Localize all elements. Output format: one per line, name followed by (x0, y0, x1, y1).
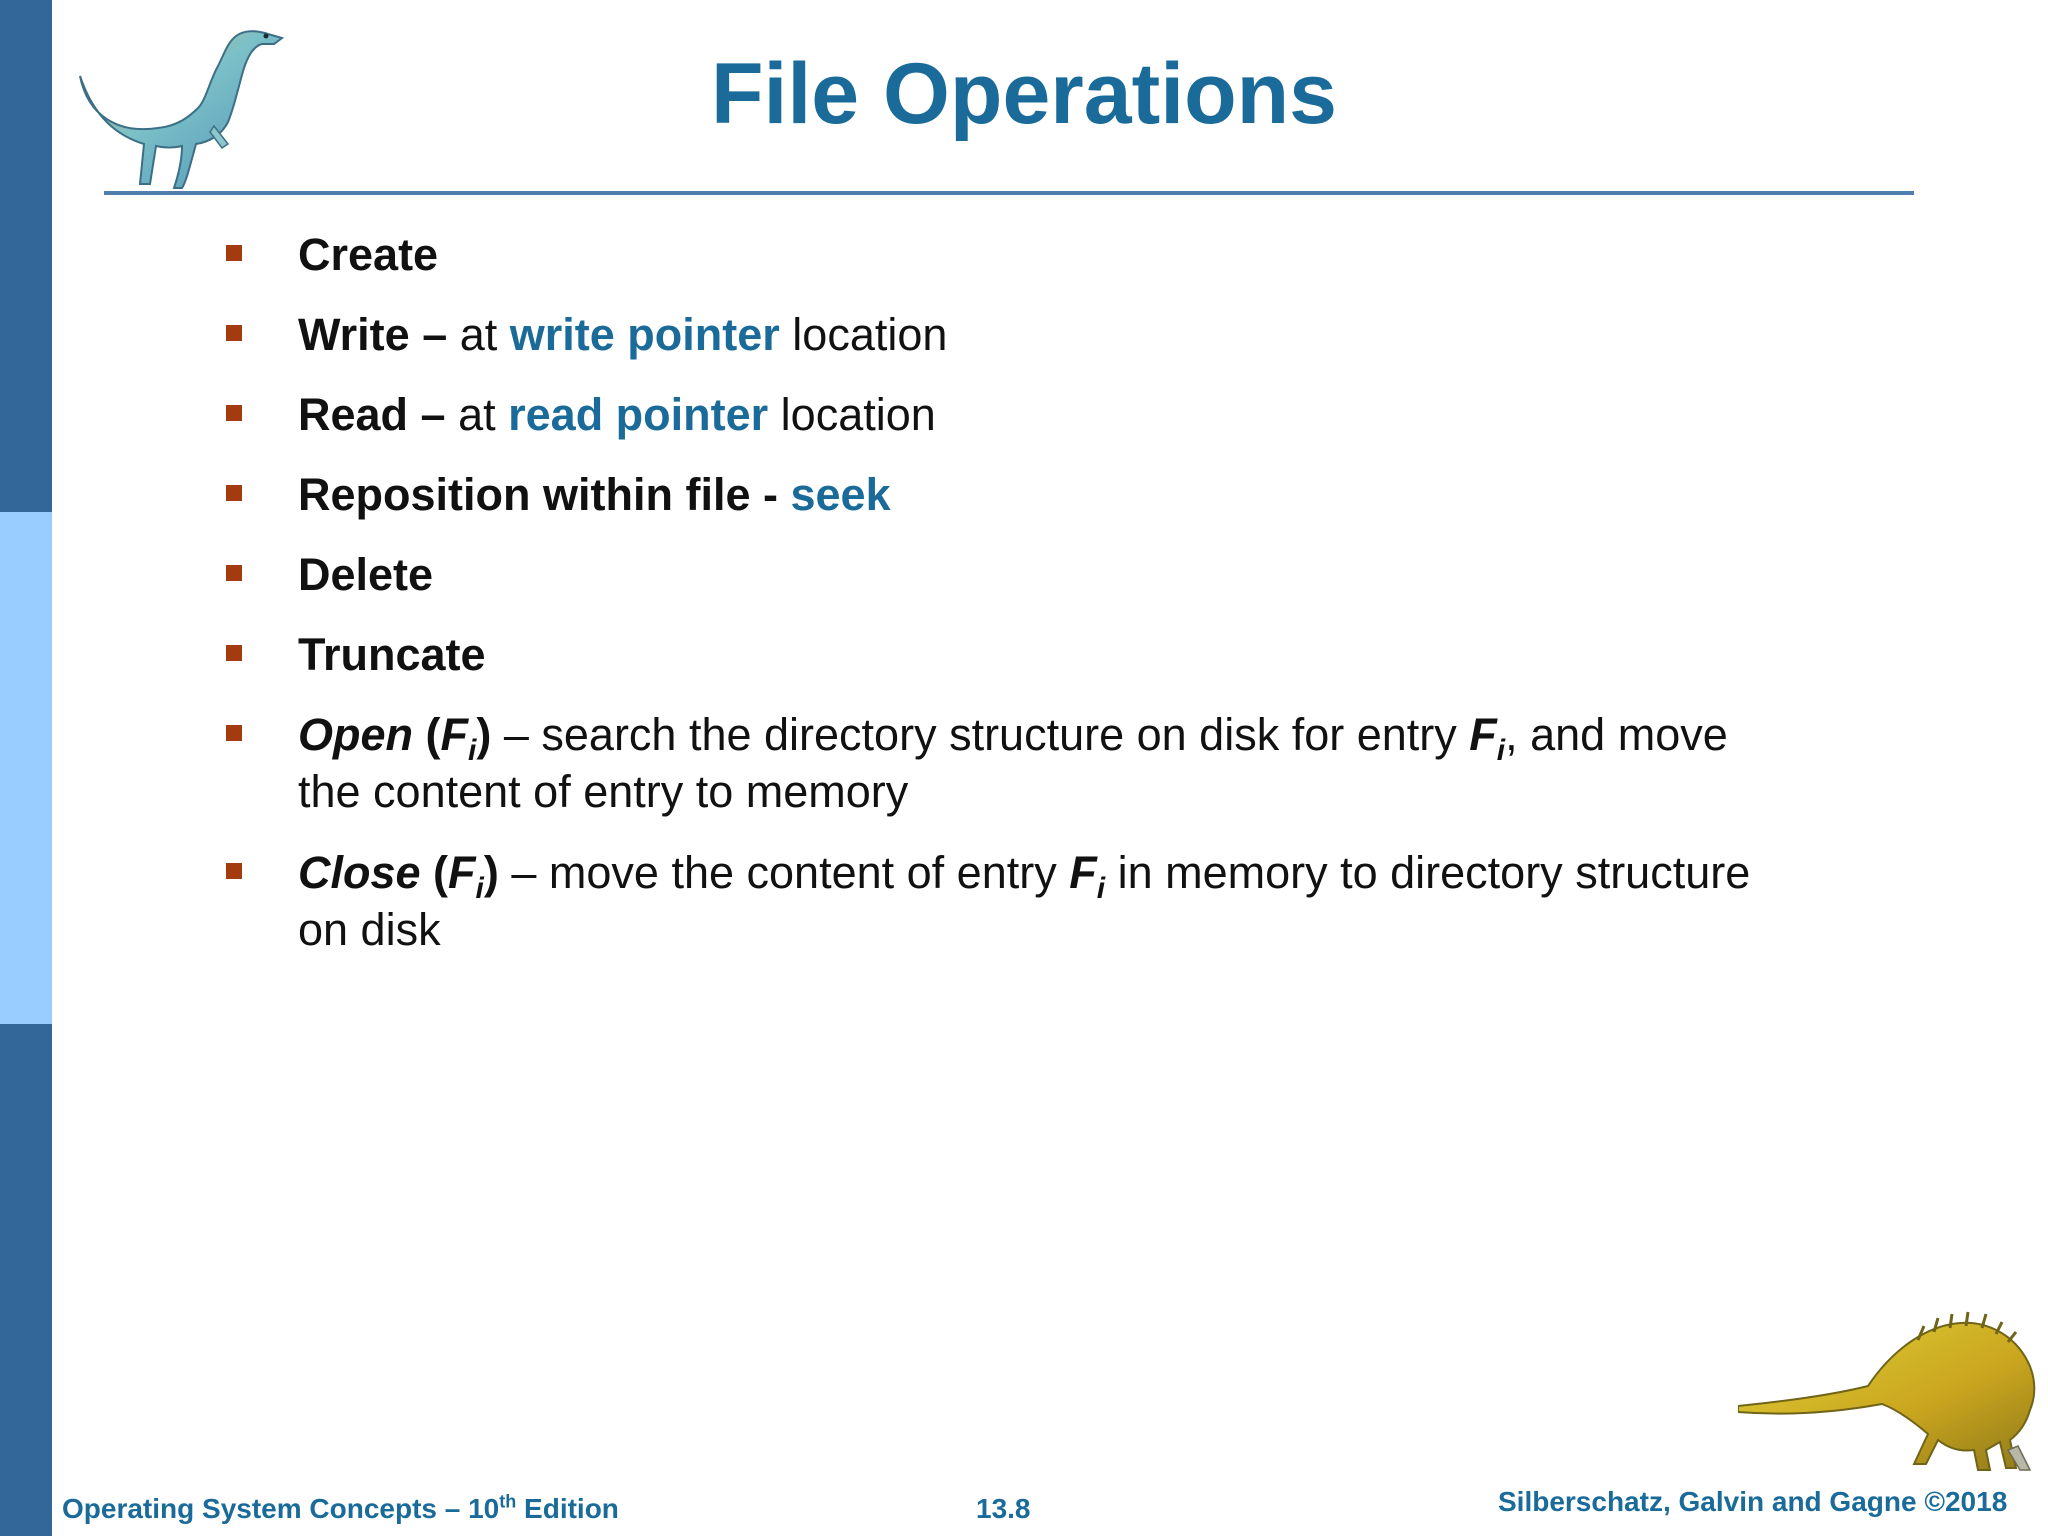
bullet-text: Write – (298, 309, 460, 360)
bullet-text: Read – (298, 389, 459, 440)
bullet-text: i (475, 872, 484, 905)
bullet-item (298, 546, 1758, 603)
bullet-text: at (458, 389, 509, 440)
footer-book-suffix: Edition (516, 1493, 619, 1524)
bullet-item (298, 386, 1758, 443)
slide-title: File Operations (710, 46, 1338, 142)
bullet-text: F (1469, 709, 1497, 760)
bullet-text: location (768, 389, 936, 440)
bullet-text: – search the directory structure on disk for entry (491, 709, 1470, 760)
bullet-marker (226, 725, 242, 741)
bullet-text: read pointer (508, 389, 769, 440)
bullet-text: Truncate (298, 629, 486, 680)
bullet-text: F (1069, 847, 1097, 898)
bullet-text: i (468, 734, 477, 767)
bullet-text: Open (298, 709, 414, 760)
bullet-text: F (448, 847, 476, 898)
bullet-text: i (1496, 734, 1506, 767)
bullet-marker (226, 863, 242, 879)
bullet-item (298, 706, 1758, 820)
bullet-text: in memory to directory structure on disk (298, 847, 1751, 955)
bullet-item (298, 626, 1758, 683)
title-divider (104, 191, 1914, 195)
bullet-text: , and move the content of entry to memory (298, 709, 1728, 817)
bullet-text: ( (413, 709, 441, 760)
bullet-text: Delete (298, 549, 434, 600)
bullet-text: at (459, 309, 510, 360)
bullet-marker (226, 245, 242, 261)
bullet-text: Create (298, 229, 439, 280)
bullet-item (298, 466, 1758, 523)
bullet-text: location (779, 309, 948, 360)
bullet-text: Reposition within file - (298, 469, 791, 520)
bullet-text: – move the content of entry (498, 847, 1070, 898)
footer-book-title (62, 1493, 619, 1525)
left-accent-bar-middle (0, 512, 52, 1024)
footer-book-prefix: Operating System Concepts – 10 (62, 1493, 500, 1524)
left-accent-bar-bottom (0, 1024, 52, 1536)
bullet-marker (226, 645, 242, 661)
bullet-marker (226, 485, 242, 501)
bullet-item (298, 844, 1758, 958)
bullet-marker (226, 325, 242, 341)
bullet-marker (226, 405, 242, 421)
bullet-text: i (1096, 872, 1106, 905)
footer-copyright: Silberschatz, Galvin and Gagne ©2018 (1498, 1486, 2008, 1517)
bullet-marker (226, 565, 242, 581)
bullet-item (298, 226, 1758, 283)
bullet-item (298, 306, 1758, 363)
bullet-text: Close (298, 847, 421, 898)
bullet-text: ) (483, 847, 499, 898)
bullet-text: ( (420, 847, 449, 898)
footer-book-sup: th (499, 1491, 517, 1512)
bullet-text: F (440, 709, 469, 760)
bullet-text: seek (790, 469, 891, 520)
bullet-text: write pointer (509, 309, 780, 360)
dinosaur-icon (1738, 1300, 2038, 1476)
bullet-text: ) (476, 709, 492, 760)
footer-page-number: 13.8 (976, 1493, 1031, 1524)
